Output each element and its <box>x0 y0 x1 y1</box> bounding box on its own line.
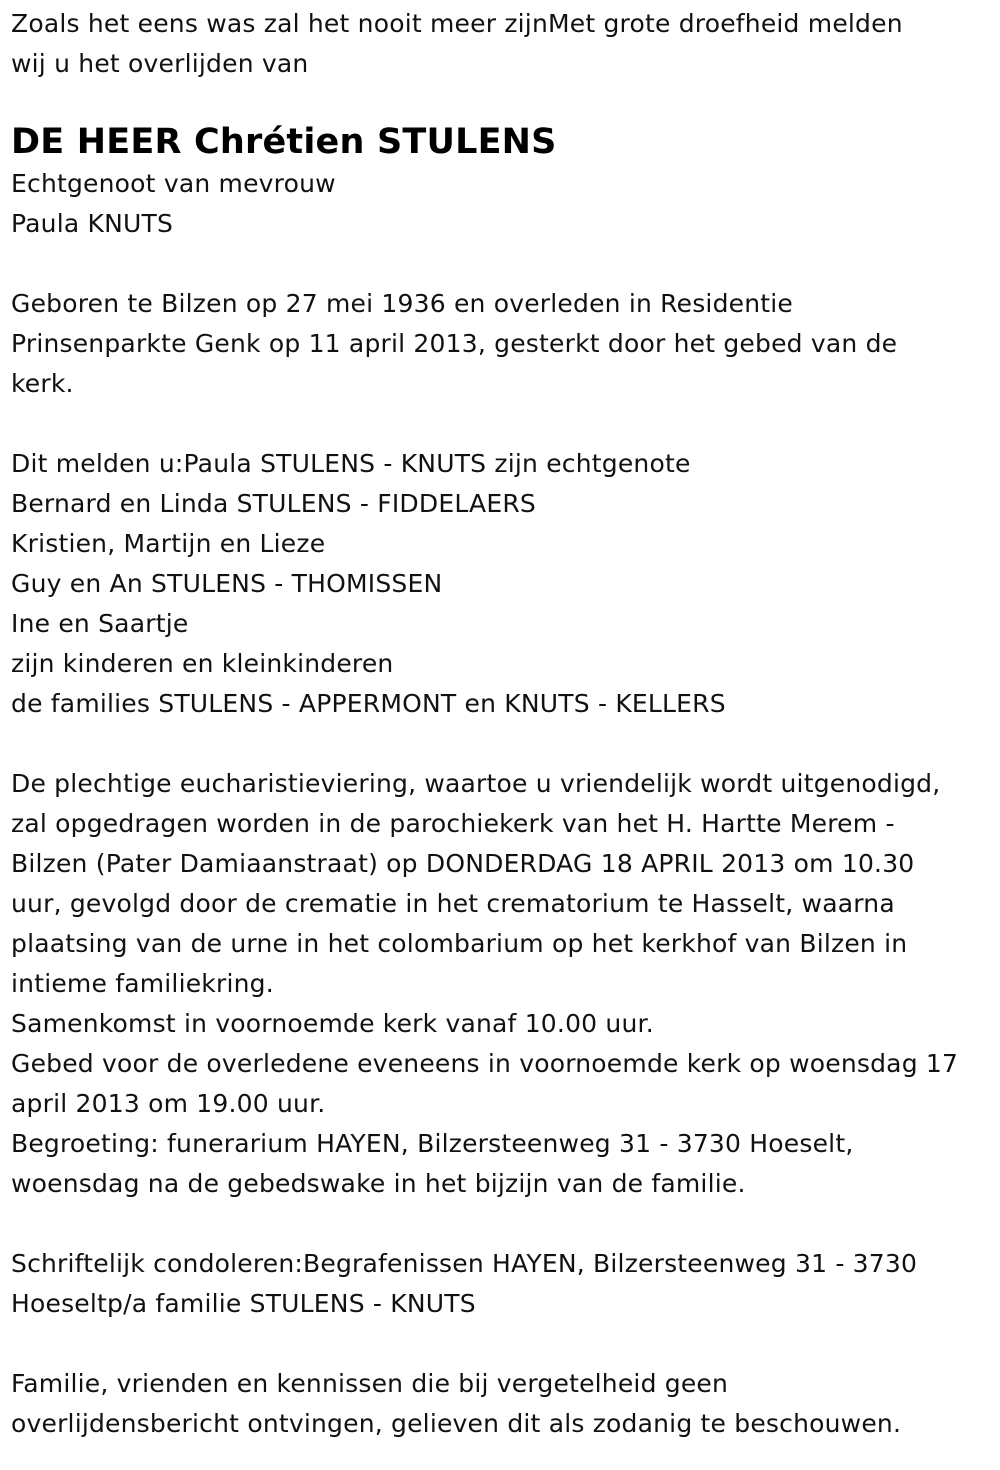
ceremony-line: april 2013 om 19.00 uur. <box>11 1089 326 1118</box>
ceremony-line: Bilzen (Pater Damiaanstraat) op DONDERDAG 18 APRIL 2013 om 10.30 <box>11 849 915 878</box>
family-line: Kristien, Martijn en Lieze <box>11 529 326 558</box>
ceremony-line: Gebed voor de overledene eveneens in voornoemde kerk op woensdag 17 <box>11 1049 959 1078</box>
ceremony-line: plaatsing van de urne in het colombarium op het kerkhof van Bilzen in <box>11 929 908 958</box>
closing-paragraph <box>11 1364 993 1444</box>
intro-paragraph <box>11 4 993 84</box>
paragraph-gap <box>11 1204 993 1244</box>
closing-line: Familie, vrienden en kennissen die bij vergetelheid geen <box>11 1369 729 1398</box>
family-line: zijn kinderen en kleinkinderen <box>11 649 394 678</box>
birth-death-line: Geboren te Bilzen op 27 mei 1936 en overleden in Residentie <box>11 289 794 318</box>
family-line: Ine en Saartje <box>11 609 189 638</box>
ceremony-line: uur, gevolgd door de crematie in het crematorium te Hasselt, waarna <box>11 889 895 918</box>
family-line: Dit melden u:Paula STULENS - KNUTS zijn echtgenote <box>11 449 691 478</box>
ceremony-paragraph <box>11 764 993 1204</box>
ceremony-line: zal opgedragen worden in de parochiekerk van het H. Hartte Merem - <box>11 809 895 838</box>
condolences-line: Schriftelijk condoleren:Begrafenissen HAYEN, Bilzersteenweg 31 - 3730 <box>11 1249 918 1278</box>
paragraph-gap <box>11 404 993 444</box>
condolences-paragraph <box>11 1244 993 1324</box>
family-line: Guy en An STULENS - THOMISSEN <box>11 569 443 598</box>
ceremony-line: intieme familiekring. <box>11 969 274 998</box>
paragraph-gap <box>11 1324 993 1364</box>
spouse-line: Echtgenoot van mevrouw <box>11 169 336 198</box>
paragraph-gap <box>11 724 993 764</box>
family-paragraph <box>11 444 993 724</box>
intro-line: wij u het overlijden van <box>11 49 309 78</box>
birth-death-line: kerk. <box>11 369 74 398</box>
ceremony-line: woensdag na de gebedswake in het bijzijn van de familie. <box>11 1169 746 1198</box>
closing-line: overlijdensbericht ontvingen, gelieven dit als zodanig te beschouwen. <box>11 1409 902 1438</box>
ceremony-line: Begroeting: funerarium HAYEN, Bilzersteenweg 31 - 3730 Hoeselt, <box>11 1129 854 1158</box>
birth-death-line: Prinsenparkte Genk op 11 april 2013, gesterkt door het gebed van de <box>11 329 898 358</box>
family-line: Bernard en Linda STULENS - FIDDELAERS <box>11 489 536 518</box>
paragraph-gap <box>11 244 993 284</box>
ceremony-line: De plechtige eucharistieviering, waartoe u vriendelijk wordt uitgenodigd, <box>11 769 941 798</box>
deceased-name: DE HEER Chrétien STULENS <box>11 122 557 162</box>
ceremony-line: Samenkomst in voornoemde kerk vanaf 10.00 uur. <box>11 1009 654 1038</box>
intro-line: Zoals het eens was zal het nooit meer zijnMet grote droefheid melden <box>11 9 903 38</box>
condolences-line: Hoeseltp/a familie STULENS - KNUTS <box>11 1289 476 1318</box>
spouse-line: Paula KNUTS <box>11 209 174 238</box>
family-line: de families STULENS - APPERMONT en KNUTS - KELLERS <box>11 689 726 718</box>
obituary-notice <box>11 4 993 1444</box>
spouse-paragraph <box>11 164 993 244</box>
birth-death-paragraph <box>11 284 993 404</box>
